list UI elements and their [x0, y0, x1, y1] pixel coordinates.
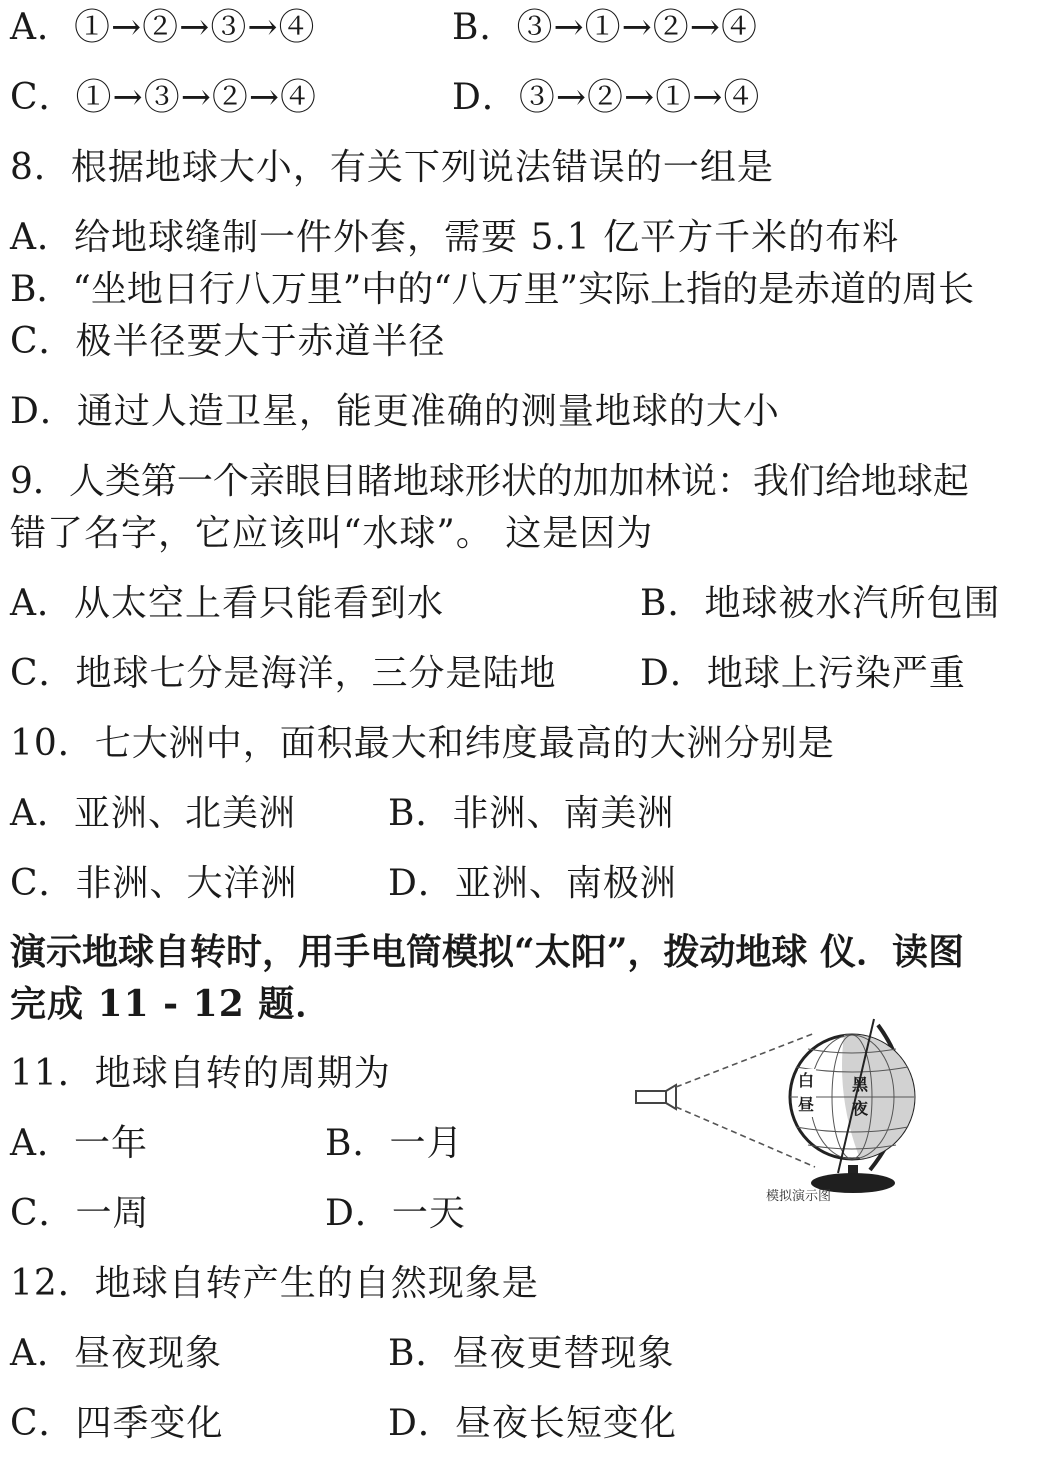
q9-stem-line1: 9．人类第一个亲眼目睹地球形状的加加林说：我们给地球起 [10, 461, 969, 502]
q10-option-a: A．亚洲、北美洲 [10, 793, 296, 834]
q11-option-d: D．一天 [325, 1193, 466, 1234]
instruction-line1: 演示地球自转时，用手电筒模拟“太阳”，拨动地球 仪．读图 [10, 931, 964, 973]
q9-option-b: B．地球被水汽所包围 [640, 583, 1001, 624]
q12-option-a: A．昼夜现象 [10, 1333, 222, 1374]
q7-option-c: C．①→③→②→④ [10, 77, 318, 118]
flashlight-icon [636, 1085, 676, 1109]
q12-option-b: B．昼夜更替现象 [388, 1333, 675, 1374]
q7-option-b: B．③→①→②→④ [452, 7, 758, 48]
q8-option-c: C．极半径要大于赤道半径 [10, 321, 446, 362]
q9-option-a: A．从太空上看只能看到水 [10, 583, 444, 624]
q12-option-d: D．昼夜长短变化 [388, 1403, 677, 1444]
q10-option-b: B．非洲、南美洲 [388, 793, 675, 834]
q8-option-a: A．给地球缝制一件外套，需要 5.1 亿平方千米的布料 [10, 217, 900, 258]
q10-option-c: C．非洲、大洋洲 [10, 863, 298, 904]
q12-stem: 12．地球自转产生的自然现象是 [10, 1263, 539, 1304]
day-label: 白昼 [798, 1069, 816, 1117]
q8-option-d: D．通过人造卫星，能更准确的测量地球的大小 [10, 391, 780, 432]
q11-option-a: A．一年 [10, 1123, 148, 1164]
q11-stem: 11．地球自转的周期为 [10, 1053, 391, 1094]
q11-option-b: B．一月 [325, 1123, 464, 1164]
q9-stem-line2: 错了名字，它应该叫“水球”。 这是因为 [10, 513, 654, 554]
q11-option-c: C．一周 [10, 1193, 150, 1234]
q7-option-d: D．③→②→①→④ [452, 77, 761, 118]
instruction-line2: 完成 11 - 12 题． [10, 983, 333, 1025]
q10-option-d: D．亚洲、南极洲 [388, 863, 677, 904]
night-label: 黑夜 [852, 1075, 869, 1118]
q7-option-a: A．①→②→③→④ [10, 7, 316, 48]
q9-option-c: C．地球七分是海洋，三分是陆地 [10, 653, 557, 694]
q8-option-b: B．“坐地日行八万里”中的“八万里”实际上指的是赤道的周长 [10, 269, 975, 310]
q12-option-c: C．四季变化 [10, 1403, 224, 1444]
q9-option-d: D．地球上污染严重 [640, 653, 966, 694]
figure-caption: 模拟演示图 [766, 1189, 832, 1204]
q8-stem: 8．根据地球大小，有关下列说法错误的一组是 [10, 147, 774, 188]
q10-stem: 10．七大洲中，面积最大和纬度最高的大洲分别是 [10, 723, 835, 764]
